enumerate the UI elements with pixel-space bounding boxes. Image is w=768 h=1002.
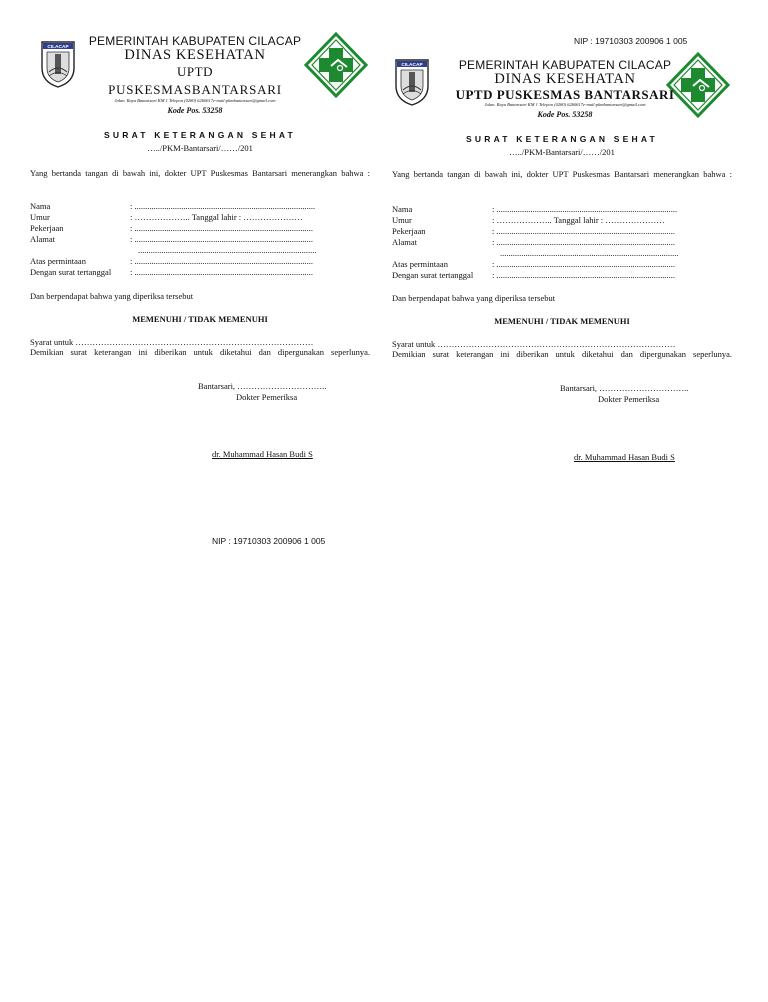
header-kode-pos: Kode Pos. 53258 [537, 110, 593, 119]
field-atas-value: : .................................................................................... [492, 259, 675, 269]
letter-number: …../PKM-Bantarsari/……/201 [509, 147, 615, 157]
field-dengan-label: Dengan surat tertanggal [30, 267, 112, 277]
header-government: PEMERINTAH KABUPATEN CILACAP [88, 34, 302, 48]
letter-title: SURAT KETERANGAN SEHAT [466, 134, 658, 144]
field-alamat-value2: .................................................................................... [500, 248, 679, 258]
field-pekerjaan-label: Pekerjaan [392, 226, 426, 236]
header-uptd: UPTD [177, 64, 213, 79]
field-alamat-value: : .................................................................................... [492, 237, 675, 247]
field-dengan-value: : .................................................................................... [130, 267, 313, 277]
field-atas-value: : .................................................................................... [130, 256, 313, 266]
field-atas-permintaan [30, 256, 370, 267]
header-dinas: DINAS KESEHATAN [124, 47, 266, 63]
field-umur [392, 215, 732, 226]
field-alamat [392, 237, 732, 248]
header-dinas: DINAS KESEHATAN [494, 71, 636, 87]
right-letter-form [392, 34, 732, 504]
field-pekerjaan-label: Pekerjaan [30, 223, 64, 233]
field-alamat-line2 [392, 248, 732, 259]
doctor-nip: NIP : 19710303 200906 1 005 [212, 536, 326, 546]
header-kode-pos: Kode Pos. 53258 [167, 106, 223, 115]
memenuhi-text: MEMENUHI / TIDAK MEMENUHI [494, 316, 630, 326]
doctor-name: dr. Muhammad Hasan Budi S [212, 449, 313, 459]
header-uptd-puskesmas: UPTD PUSKESMAS BANTARSARI [455, 87, 675, 102]
field-nama-value: : ..................................................................................... [130, 201, 316, 211]
letter-title: SURAT KETERANGAN SEHAT [104, 130, 296, 140]
svg-text:CILACAP: CILACAP [401, 63, 423, 68]
field-umur-label: Umur [30, 212, 50, 222]
field-atas-permintaan [392, 259, 732, 270]
field-nama-label: Nama [30, 201, 51, 211]
field-atas-label: Atas permintaan [392, 259, 448, 269]
field-nama [392, 204, 732, 215]
berpendapat-text: Dan berpendapat bahwa yang diperiksa tersebut [30, 291, 194, 301]
syarat-text: Syarat untuk ………………………………………………………………………… [392, 339, 676, 349]
top-nip: NIP : 19710303 200906 1 005 [574, 36, 688, 46]
demikian-text: Demikian surat keterangan ini diberikan untuk diketahui dan dipergunakan seperlunya. [392, 349, 732, 359]
field-dengan-surat [392, 270, 732, 281]
dokter-pemeriksa: Dokter Pemeriksa [598, 394, 660, 404]
header-government: PEMERINTAH KABUPATEN CILACAP [458, 58, 672, 72]
syarat-text: Syarat untuk ………………………………………………………………………… [30, 337, 314, 347]
field-umur [30, 212, 370, 223]
dokter-pemeriksa: Dokter Pemeriksa [236, 392, 298, 402]
field-nama [30, 201, 370, 212]
doctor-name: dr. Muhammad Hasan Budi S [574, 452, 675, 462]
field-alamat [30, 234, 370, 245]
field-alamat-line2 [30, 245, 370, 256]
field-alamat-value: : .................................................................................... [130, 234, 313, 244]
header-puskesmas: PUSKESMASBANTARSARI [108, 82, 282, 97]
field-pekerjaan-value: : .................................................................................... [492, 226, 675, 236]
field-umur-label: Umur [392, 215, 412, 225]
memenuhi-text: MEMENUHI / TIDAK MEMENUHI [132, 314, 268, 324]
left-letter-form [30, 30, 370, 546]
field-umur-value: : ……………….. Tanggal lahir : ………………… [492, 215, 665, 225]
field-atas-label: Atas permintaan [30, 256, 86, 266]
field-nama-label: Nama [392, 204, 413, 214]
field-nama-value: : ..................................................................................... [492, 204, 678, 214]
field-dengan-label: Dengan surat tertanggal [392, 270, 474, 280]
field-dengan-value: : .................................................................................... [492, 270, 675, 280]
demikian-text: Demikian surat keterangan ini diberikan untuk diketahui dan dipergunakan seperlunya. [30, 347, 370, 357]
field-dengan-surat [30, 267, 370, 278]
place-date: Bantarsari, ………………………….. [560, 383, 689, 393]
field-alamat-value2: .................................................................................... [138, 245, 317, 255]
field-umur-value: : ……………….. Tanggal lahir : ………………… [130, 212, 303, 222]
berpendapat-text: Dan berpendapat bahwa yang diperiksa tersebut [392, 293, 556, 303]
field-alamat-label: Alamat [392, 237, 418, 247]
svg-text:CILACAP: CILACAP [47, 45, 69, 50]
field-pekerjaan [30, 223, 370, 234]
header-address: Jalan. Raya Bantarsari KM 1 Telepon (0280) 6260617e-mail:pkmbantarsari@gmail.com [114, 98, 276, 103]
place-date: Bantarsari, ………………………….. [198, 381, 327, 391]
letter-number: …../PKM-Bantarsari/……/201 [147, 143, 253, 153]
field-pekerjaan [392, 226, 732, 237]
intro-text: Yang bertanda tangan di bawah ini, dokter UPT Puskesmas Bantarsari menerangkan bahwa : [30, 168, 370, 178]
header-address: Jalan. Raya Bantarsari KM 1 Telepon (0280) 6260617e-mail:pkmbantarsari@gmail.com [484, 102, 646, 107]
intro-text: Yang bertanda tangan di bawah ini, dokter UPT Puskesmas Bantarsari menerangkan bahwa : [392, 169, 732, 179]
field-alamat-label: Alamat [30, 234, 56, 244]
field-pekerjaan-value: : .................................................................................... [130, 223, 313, 233]
